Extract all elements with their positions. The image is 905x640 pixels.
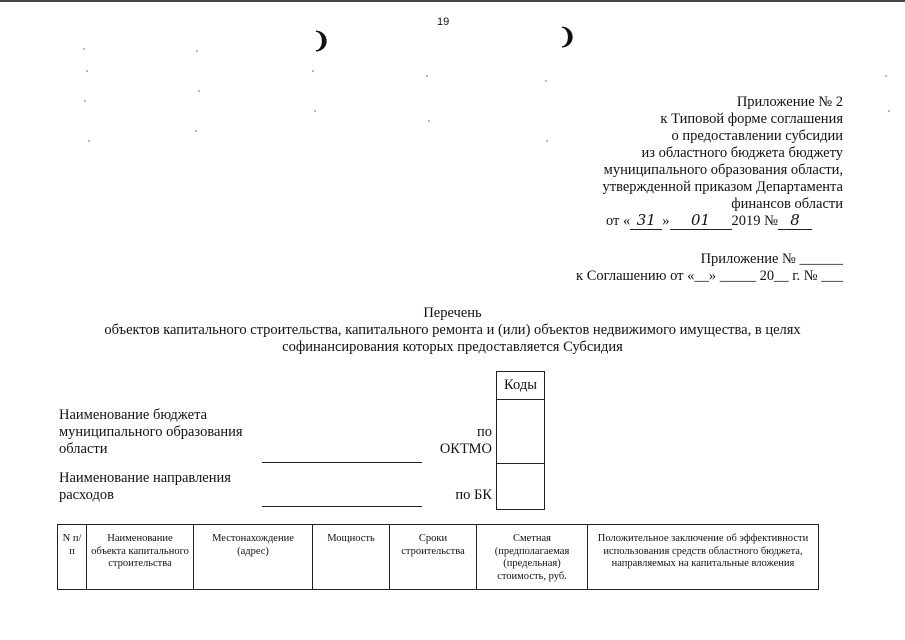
agreement-line-1: Приложение № ______ — [700, 251, 843, 267]
scan-mark-right: ❩ — [558, 24, 577, 49]
handwritten-month: 01 — [670, 212, 732, 230]
annex-line-4: из областного бюджета бюджету — [641, 145, 843, 161]
codes-header: Коды — [497, 372, 544, 400]
budget-name-label-l1: Наименование бюджета — [59, 407, 208, 423]
date-mid: » — [662, 213, 670, 229]
col-conclusion-header: Положительное заключение об эффективности использования средств областного бюджета, направляемых на капитальные вложения — [588, 525, 819, 590]
handwritten-day: 31 — [630, 212, 662, 230]
budget-name-label — [59, 407, 243, 458]
bk-code-cell[interactable] — [497, 464, 544, 509]
budget-name-label-l3: области — [59, 441, 108, 457]
annex-date-line — [606, 212, 843, 230]
direction-label-l2: расходов — [59, 487, 114, 503]
direction-field[interactable] — [262, 506, 422, 507]
col-object-name-header: Наименование объекта капитального строительства — [87, 525, 194, 590]
handwritten-order-no: 8 — [778, 212, 812, 230]
top-border — [0, 0, 905, 2]
direction-label-l1: Наименование направления — [59, 470, 231, 486]
table-header-row — [58, 525, 819, 590]
oktmo-label-l1: по — [476, 424, 492, 440]
col-capacity-header: Мощность — [313, 525, 390, 590]
scan-mark-left: ❩ — [312, 28, 331, 53]
annex-line-6: утвержденной приказом Департамента — [602, 179, 843, 195]
annex-line-7: финансов области — [731, 196, 843, 212]
col-cost-header: Сметная (предполагаемая (предельная) стоимость, руб. — [477, 525, 588, 590]
objects-table — [57, 524, 819, 590]
date-prefix: от « — [606, 213, 631, 229]
oktmo-label-l2: ОКТМО — [439, 441, 492, 457]
col-number-header: N п/п — [58, 525, 87, 590]
col-timeline-header: Сроки строительства — [390, 525, 477, 590]
page-number: 19 — [437, 16, 450, 28]
annex-line-5: муниципального образования области, — [603, 162, 843, 178]
budget-name-field[interactable] — [262, 462, 422, 463]
list-title: Перечень — [423, 305, 482, 321]
col-location-header: Местонахождение (адрес) — [194, 525, 313, 590]
direction-label — [59, 470, 231, 504]
list-subtitle-2: софинансирования которых предоставляется Субсидия — [282, 339, 623, 355]
bk-label: по БК — [455, 487, 492, 503]
budget-name-label-l2: муниципального образования — [59, 424, 243, 440]
year-text: 2019 № — [731, 213, 778, 229]
annex-line-3: о предоставлении субсидии — [671, 128, 843, 144]
list-subtitle-1: объектов капитального строительства, капитального ремонта и (или) объектов недвижимого имущества, в целях — [104, 322, 801, 338]
oktmo-code-cell[interactable] — [497, 400, 544, 464]
oktmo-label — [424, 424, 492, 458]
codes-box — [496, 371, 545, 510]
annex-line-1: Приложение № 2 — [736, 94, 843, 110]
agreement-line-2: к Соглашению от «__» _____ 20__ г. № ___ — [576, 268, 843, 284]
annex-line-2: к Типовой форме соглашения — [660, 111, 843, 127]
